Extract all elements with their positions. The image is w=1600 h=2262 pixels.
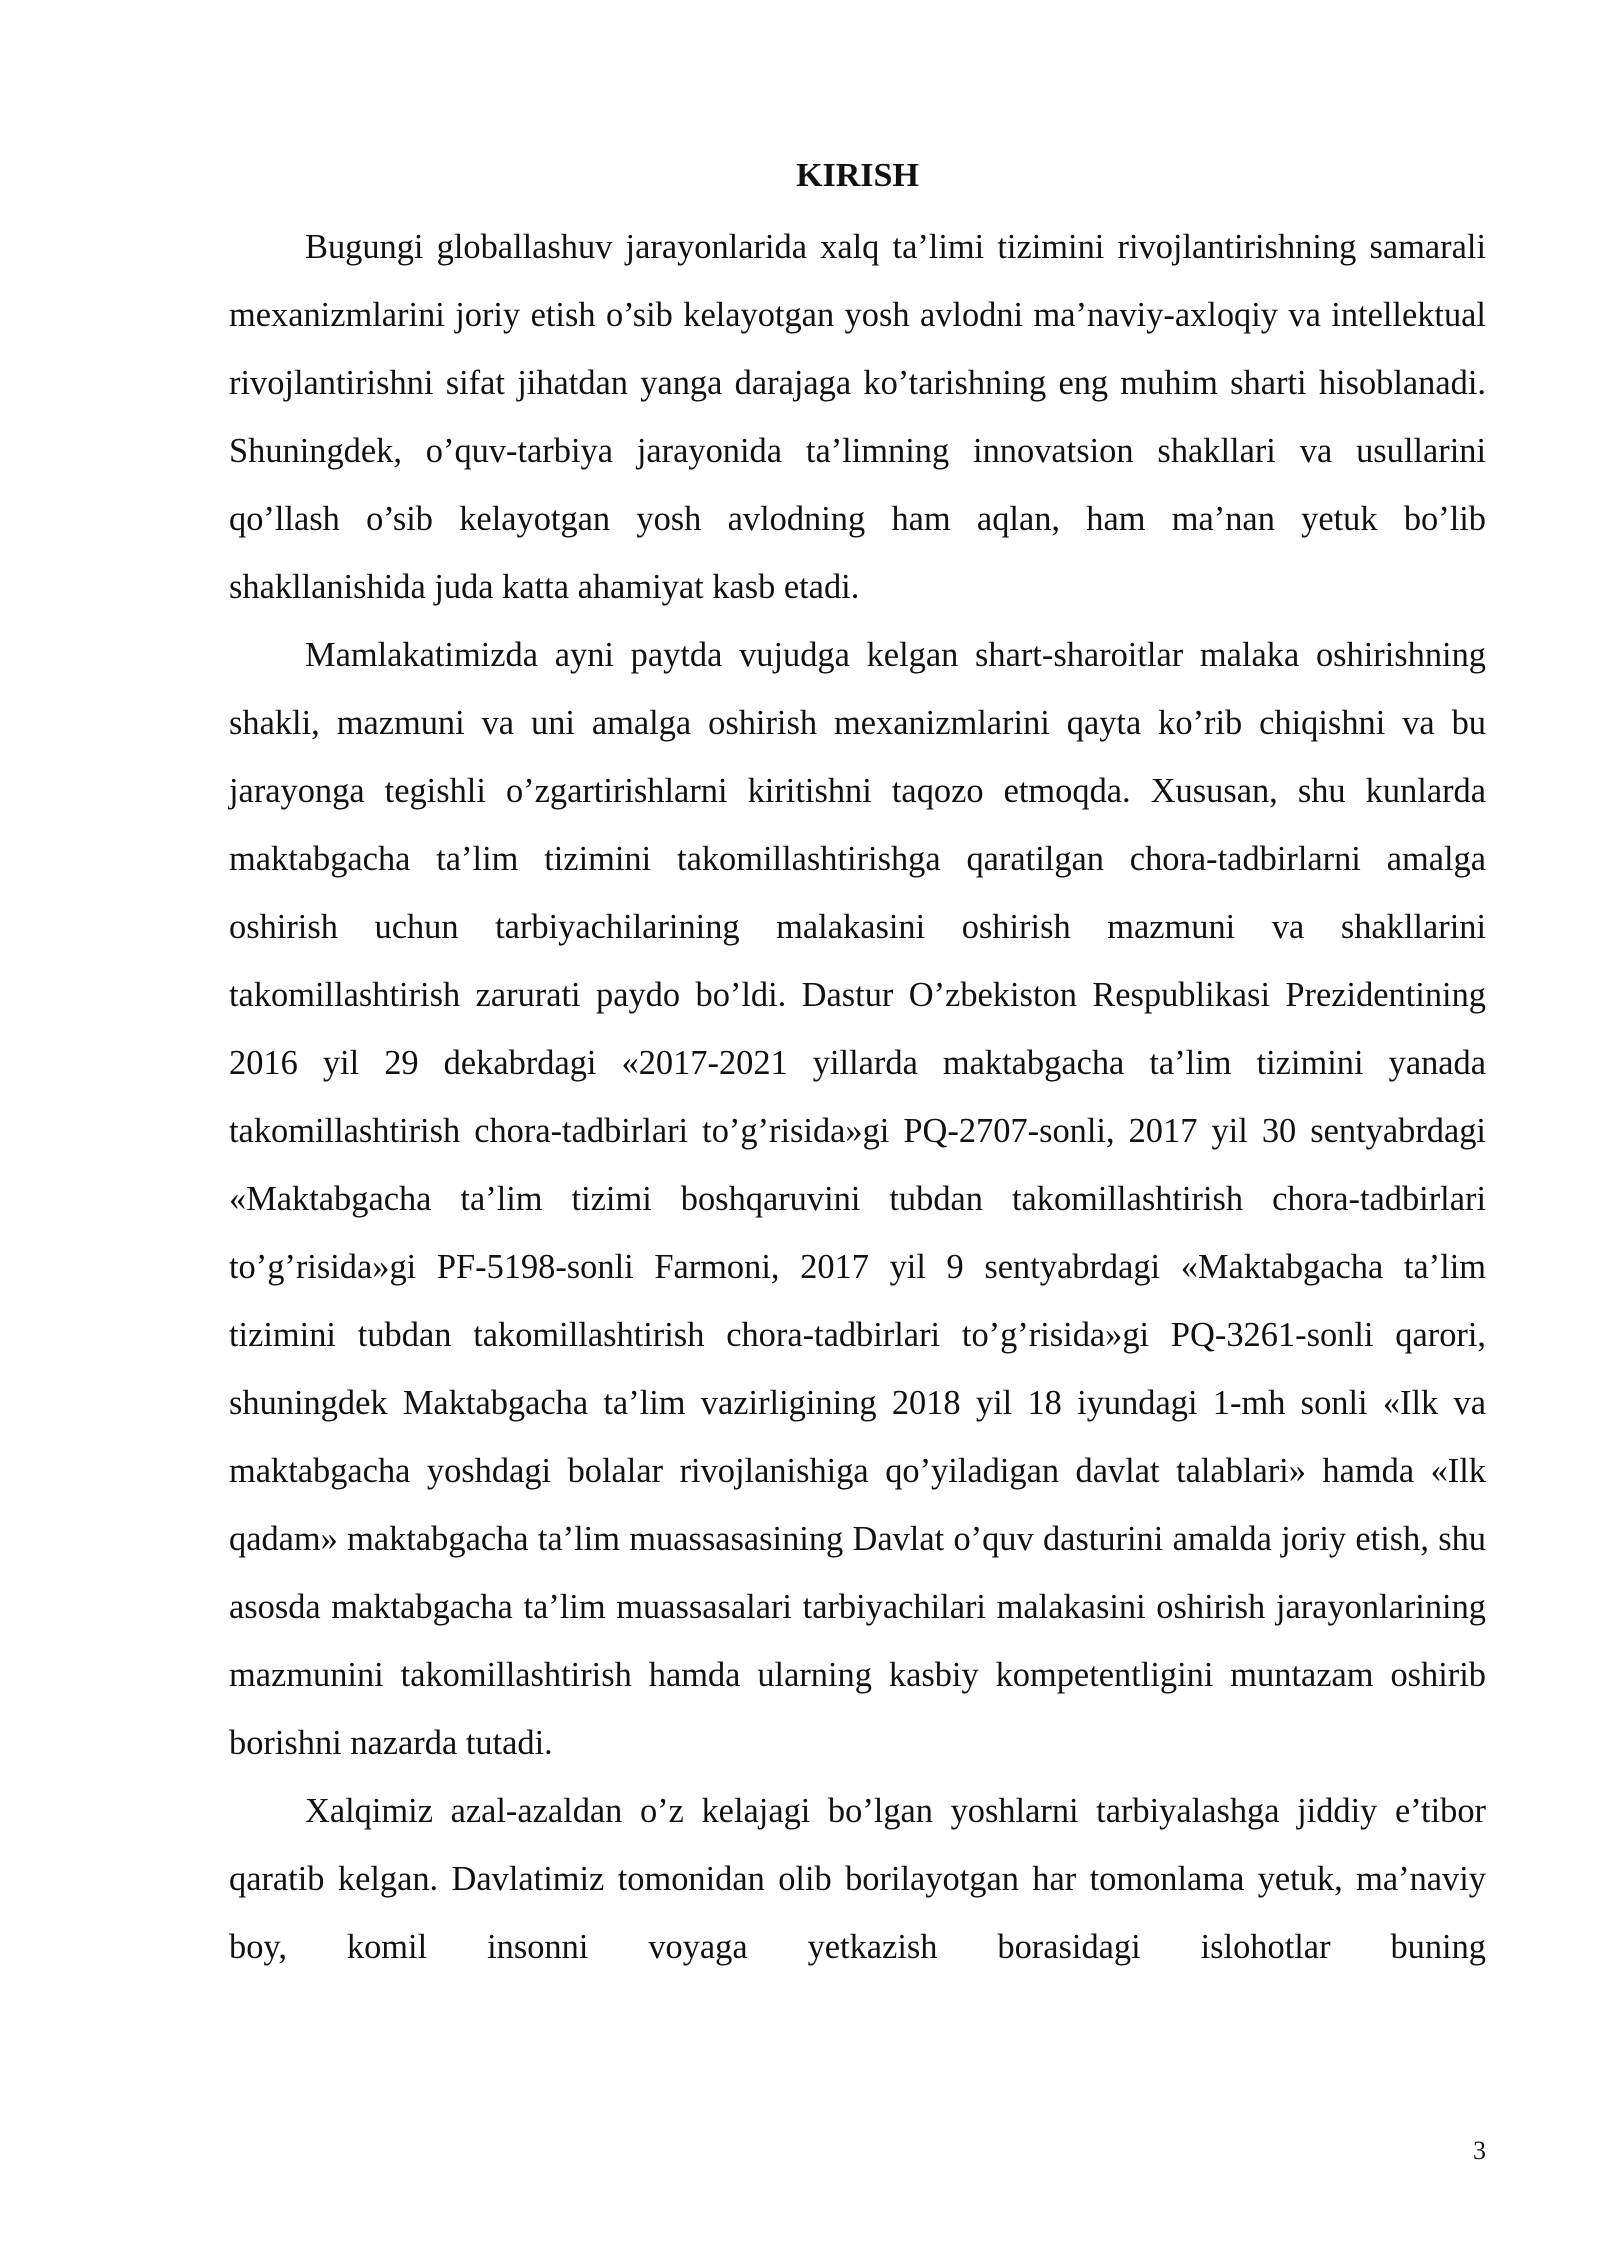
body-text: [229, 213, 1486, 1981]
section-heading: KIRISH: [796, 157, 919, 194]
page-number: 3: [1473, 2136, 1486, 2165]
paragraph-2: Mamlakatimizda ayni paytda vujudga kelgan shart-sharoitlar malaka oshirishning shakli, mazmuni va uni amalga oshirish mexanizmlarini qayta ko’rib chiqishni va bu jarayonga tegishli o’zgartirishlarni kiritishni taqozo etmoqda. Xususan, shu kunlarda maktabgacha ta’lim tizimini takomillashtirishga qaratilgan chora-tadbirlarni amalga oshirish uchun tarbiyachilarining malakasini oshirish mazmuni va shakllarini takomillashtirish zarurati paydo bo’ldi. Dastur O’zbekiston Respublikasi Prezidentining 2016 yil 29 dekabrdagi «2017-2021 yillarda maktabgacha ta’lim tizimini yanada takomillashtirish chora-tadbirlari to’g’risida»gi PQ-2707-sonli, 2017 yil 30 sentyabrdagi «Maktabgacha ta’lim tizimi boshqaruvini tubdan takomillashtirish chora-tadbirlari to’g’risida»gi PF-5198-sonli Farmoni, 2017 yil 9 sentyabrdagi «Maktabgacha ta’lim tizimini tubdan takomillashtirish chora-tadbirlari to’g’risida»gi PQ-3261-sonli qarori, shuningdek Maktabgacha ta’lim vazirligining 2018 yil 18 iyundagi 1-mh sonli «Ilk va maktabgacha yoshdagi bolalar rivojlanishiga qo’yiladigan davlat talablari» hamda «Ilk qadam» maktabgacha ta’lim muassasasining Davlat o’quv dasturini amalda joriy etish, shu asosda maktabgacha ta’lim muassasalari tarbiyachilari malakasini oshirish jarayonlarining mazmunini takomillashtirish hamda ularning kasbiy kompetentligini muntazam oshirib borishni nazarda tutadi.: [229, 636, 1486, 1762]
paragraph-1: Bugungi globallashuv jarayonlarida xalq ta’limi tizimini rivojlantirishning samarali mexanizmlarini joriy etish o’sib kelayotgan yosh avlodni ma’naviy-axloqiy va intellektual rivojlantirishni sifat jihatdan yanga darajaga ko’tarishning eng muhim sharti hisoblanadi. Shuningdek, o’quv-tarbiya jarayonida ta’limning innovatsion shakllari va usullarini qo’llash o’sib kelayotgan yosh avlodning ham aqlan, ham ma’nan yetuk bo’lib shakllanishida juda katta ahamiyat kasb etadi.: [229, 228, 1486, 606]
paragraph-3: Xalqimiz azal-azaldan o’z kelajagi bo’lgan yoshlarni tarbiyalashga jiddiy e’tibor qaratib kelgan. Davlatimiz tomonidan olib borilayotgan har tomonlama yetuk, ma’naviy boy, komil insonni voyaga yetkazish borasidagi islohotlar buning: [229, 1792, 1486, 1966]
